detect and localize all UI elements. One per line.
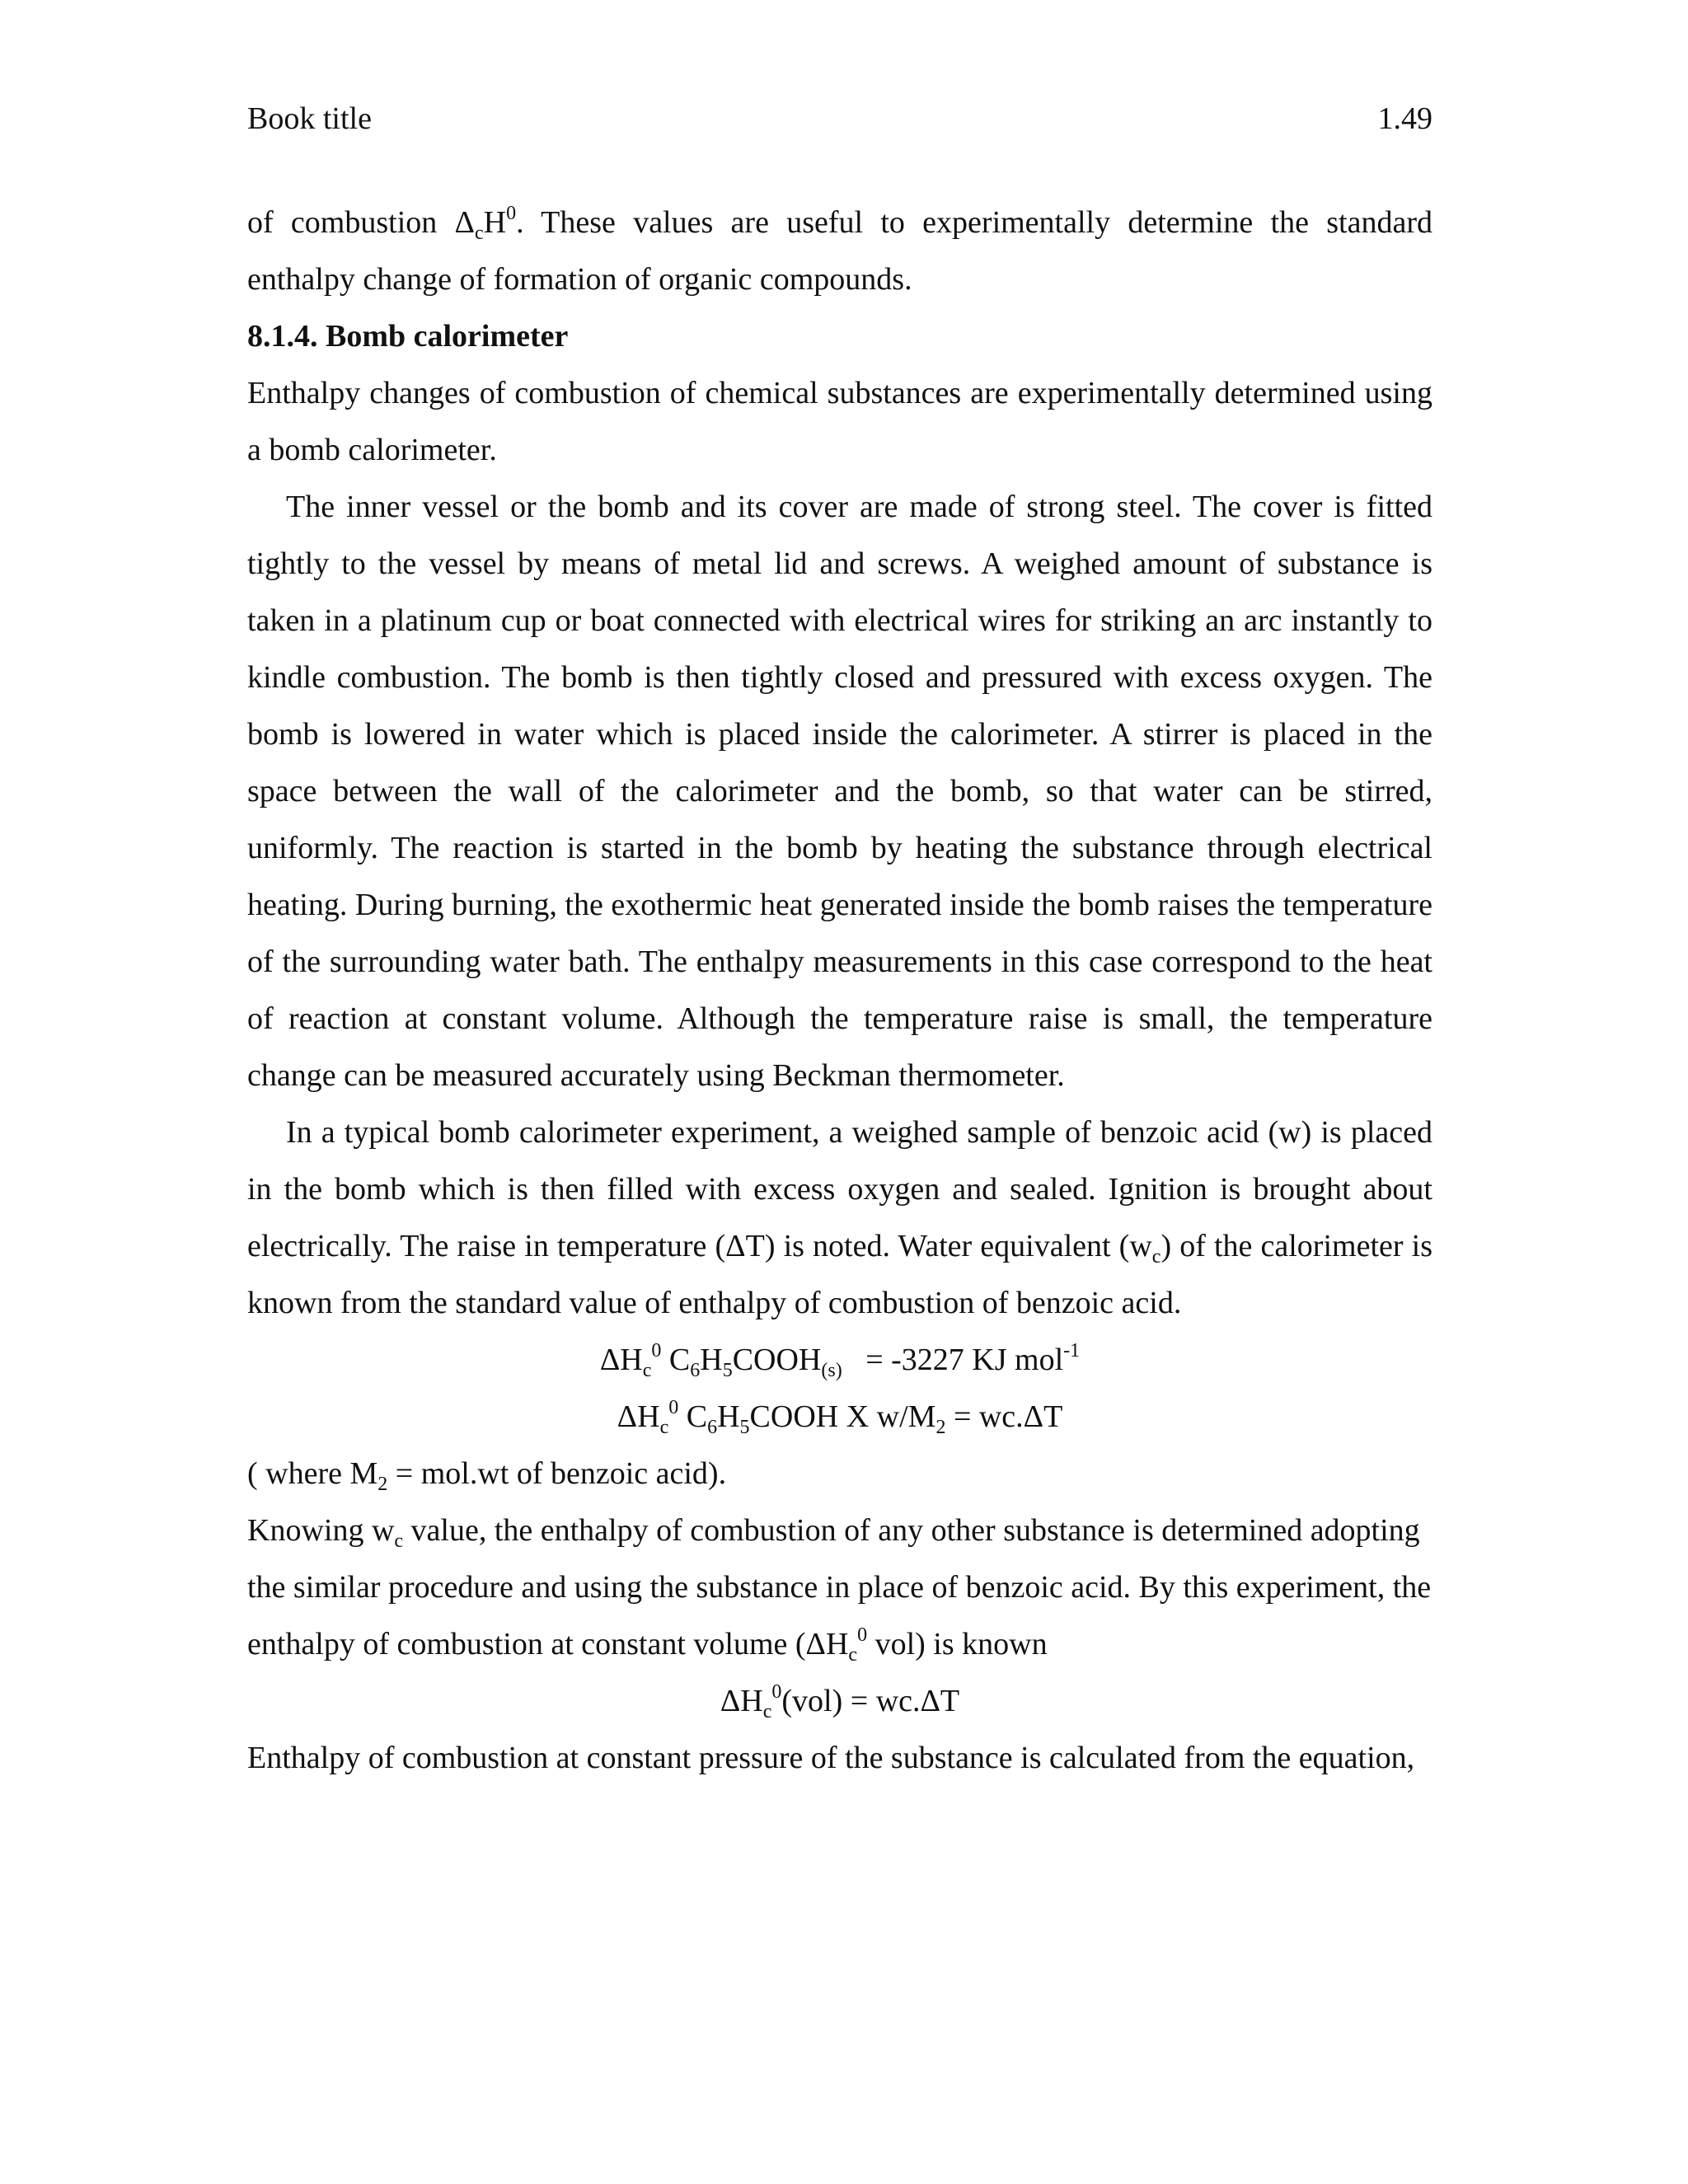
paragraph-combustion-intro: of combustion $\Delta_cH^0$. These values are useful to experimentally determine the standard enthalpy change of formation of organic compounds. [247,203,1432,297]
paragraph-benzoic-experiment: In a typical bomb calorimeter experiment, a weighed sample of benzoic acid (w) is placed in the bomb which is then filled with excess oxygen and sealed. Ignition is brought about electrically. The raise in temperature (ΔT) is noted. Water equivalent $(w_c)$ of the calorimeter is known from the standard value of enthalpy of combustion of benzoic acid. [247,1115,1432,1320]
where-line: ( where $M_2 = mol.wt$ of benzoic acid). [247,1456,727,1495]
page-body [247,194,1432,1787]
paragraph-bomb-description: The inner vessel or the bomb and its cover are made of strong steel. The cover is fitted tightly to the vessel by means of metal lid and screws. A weighed amount of substance is taken in a platinum cup or boat connected with electrical wires for striking an arc instantly to kindle combustion. The bomb is then tightly closed and pressured with excess oxygen. The bomb is lowered in water which is placed inside the calorimeter. A stirrer is placed in the space between the wall of the calorimeter and the bomb, so that water can be stirred, uniformly. The reaction is started in the bomb by heating the substance through electrical heating. During burning, the exothermic heat generated inside the bomb raises the temperature of the surrounding water bath. The enthalpy measurements in this case correspond to the heat of reaction at constant volume. Although the temperature raise is small, the temperature change can be measured accurately using Beckman thermometer. [247,490,1432,1093]
equation-benzoic-enthalpy: $\Delta H_c^0$ $C_6H_5COOH_{(s)} = -3227$ KJ mol$^{-1}$ [599,1340,1081,1381]
paragraph-knowing-wc: Knowing $w_c$ value, the enthalpy of combustion of any other substance is determined adopting the similar procedure and using the substance in place of benzoic acid. By this experiment, the enthalpy of combustion at constant volume ($\Delta H_c^0$ vol) is known [247,1513,1432,1666]
paragraph-constant-pressure: Enthalpy of combustion at constant pressure of the substance is calculated from the equation, [247,1741,1415,1775]
book-title: Book title [247,101,372,136]
equation-water-equivalent: $\Delta H_c^0$ $C_6H_5COOH$ X $w/M_2 = wc.\Delta T$ [617,1397,1063,1438]
paragraph-bomb-intro: Enthalpy changes of combustion of chemical substances are experimentally determined using a bomb calorimeter. [247,376,1432,467]
page-number: 1.49 [1377,101,1432,136]
equation-constant-volume: $\Delta H_c^0(vol) = wc.\Delta T$ [720,1681,960,1722]
section-heading: 8.1.4. Bomb calorimeter [247,319,569,354]
